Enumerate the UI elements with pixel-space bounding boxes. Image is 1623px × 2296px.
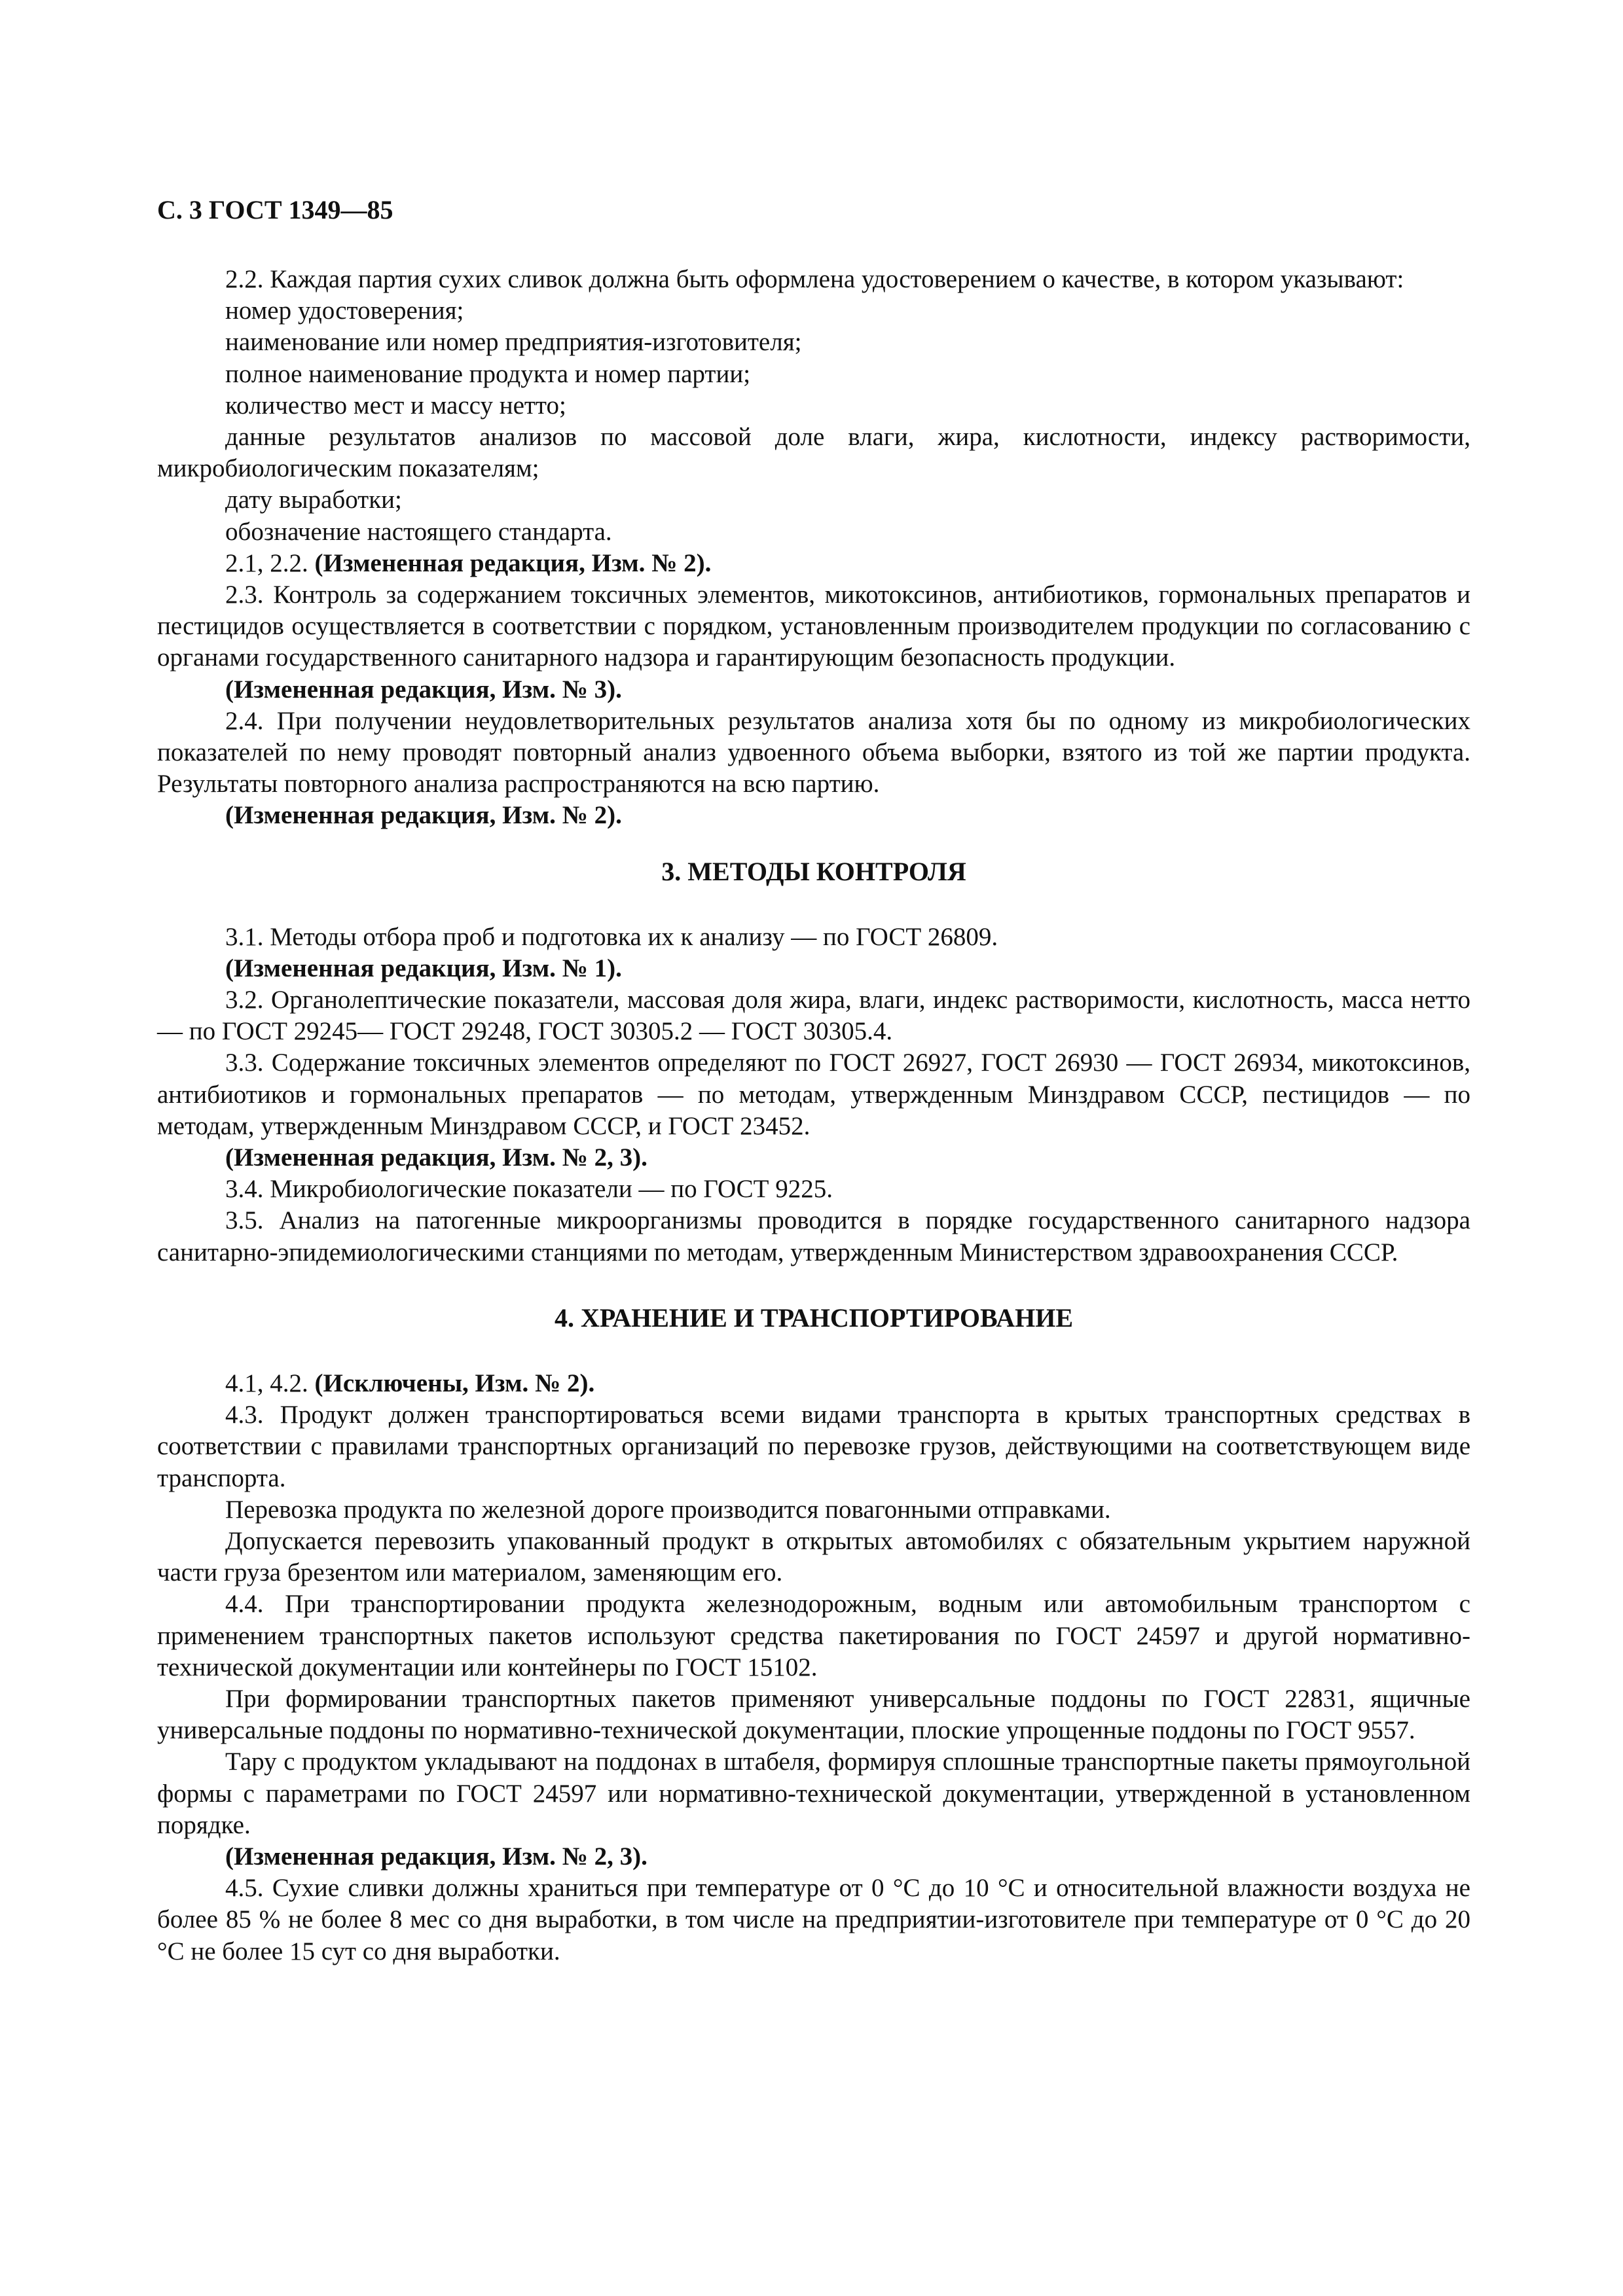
list-item: дату выработки;: [225, 486, 402, 514]
amendment-note-2-4: [157, 800, 1470, 831]
amendment-note-3-1: [157, 953, 1470, 984]
amendment-text: (Измененная редакция, Изм. № 3).: [225, 675, 622, 704]
paragraph-4-4: 4.4. При транспортировании продукта железнодорожным, водным или автомобильным транспортом с применением транспортных пакетов используют средства пакетирования по ГОСТ 24597 и другой нормативно-технической документации или контейнеры по ГОСТ 15102.: [157, 1590, 1470, 1681]
list-item: данные результатов анализов по массовой доле влаги, жира, кислотности, индексу растворимости, микробиологическим показателям;: [157, 423, 1470, 483]
paragraph-4-1: [157, 1368, 1470, 1399]
paragraph-4-3-trucks: Допускается перевозить упакованный продукт в открытых автомобилях с обязательным укрытием наружной части груза брезентом или материалом, заменяющим его.: [157, 1526, 1470, 1587]
amendment-note-4-4: [157, 1841, 1470, 1873]
paragraph-prefix: 4.1, 4.2.: [225, 1369, 315, 1397]
amendment-text: (Измененная редакция, Изм. № 2, 3).: [225, 1842, 647, 1871]
excluded-note: (Исключены, Изм. № 2).: [314, 1369, 595, 1397]
paragraph-3-2: 3.2. Органолептические показатели, массовая доля жира, влаги, индекс растворимости, кислотность, масса нетто — по ГОСТ 29245— ГОСТ 29248, ГОСТ 30305.2 — ГОСТ 30305.4.: [157, 986, 1470, 1046]
paragraph-3-1: 3.1. Методы отбора проб и подготовка их к анализу — по ГОСТ 26809.: [225, 922, 998, 951]
paragraph-2-3: 2.3. Контроль за содержанием токсичных элементов, микотоксинов, антибиотиков, гормональных препаратов и пестицидов осуществляется в соответствии с порядком, установленным производителем продукции по согласованию с органами государственного санитарного надзора и гарантирующим безопасность продукции.: [157, 581, 1470, 672]
list-item: количество мест и массу нетто;: [225, 391, 566, 420]
paragraph-2-2: 2.2. Каждая партия сухих сливок должна быть оформлена удостоверением о качестве, в котором указывают:: [225, 265, 1404, 293]
paragraph-3-5: 3.5. Анализ на патогенные микроорганизмы проводится в порядке государственного санитарного надзора санитарно-эпидемиологическими станциями по методам, утвержденным Министерством здравоохранения СССР.: [157, 1206, 1470, 1266]
section-4-heading: 4. ХРАНЕНИЕ И ТРАНСПОРТИРОВАНИЕ: [555, 1302, 1073, 1333]
amendment-text: (Измененная редакция, Изм. № 2).: [225, 801, 622, 830]
amendment-text: (Измененная редакция, Изм. № 2, 3).: [225, 1143, 647, 1172]
amendment-note-3-3: [157, 1142, 1470, 1174]
paragraph-4-3: 4.3. Продукт должен транспортироваться всеми видами транспорта в крытых транспортных средствах в соответствии с правилами транспортных организаций по перевозке грузов, действующими на соответствующем виде транспорта.: [157, 1401, 1470, 1492]
section-3-heading: 3. МЕТОДЫ КОНТРОЛЯ: [661, 856, 966, 886]
amendment-text: (Измененная редакция, Изм. № 1).: [225, 954, 622, 982]
paragraph-4-4-stacking: Тару с продуктом укладывают на поддонах в штабеля, формируя сплошные транспортные пакеты прямоугольной формы с параметрами по ГОСТ 24597 или нормативно-технической документации, утвержденной в установленном порядке.: [157, 1748, 1470, 1839]
amendment-text: (Измененная редакция, Изм. № 2).: [314, 548, 712, 577]
paragraph-3-4: 3.4. Микробиологические показатели — по ГОСТ 9225.: [225, 1175, 833, 1204]
paragraph-4-3-rail: Перевозка продукта по железной дороге производится повагонными отправками.: [225, 1495, 1111, 1524]
paragraph-4-4-pallets: При формировании транспортных пакетов применяют универсальные поддоны по ГОСТ 22831, ящичные универсальные поддоны по нормативно-технической документации, плоские упрощенные поддоны по ГОСТ 9557.: [157, 1684, 1470, 1745]
amendment-note-2-3: [157, 674, 1470, 706]
paragraph-4-5: 4.5. Сухие сливки должны храниться при температуре от 0 °С до 10 °С и относительной влажности воздуха не более 85 % не более 8 мес со дня выработки, в том числе на предприятии-изготовителе при температуре от 0 °С до 20 °С не более 15 сут со дня выработки.: [157, 1874, 1470, 1965]
amendment-note-2-1: [157, 548, 1470, 579]
amendment-prefix: 2.1, 2.2.: [225, 548, 315, 577]
paragraph-3-3: 3.3. Содержание токсичных элементов определяют по ГОСТ 26927, ГОСТ 26930 — ГОСТ 26934, микотоксинов, антибиотиков и гормональных препаратов — по методам, утвержденным Минздравом СССР, пестицидов — по методам, утвержденным Минздравом СССР, и ГОСТ 23452.: [157, 1049, 1470, 1140]
list-item: полное наименование продукта и номер партии;: [225, 359, 751, 388]
list-item: обозначение настоящего стандарта.: [225, 517, 612, 546]
list-item: наименование или номер предприятия-изготовителя;: [225, 328, 802, 357]
paragraph-2-4: 2.4. При получении неудовлетворительных результатов анализа хотя бы по одному из микробиологических показателей по нему проводят повторный анализ удвоенного объема выборки, взятого из той же партии продукта. Результаты повторного анализа распространяются на всю партию.: [157, 706, 1470, 798]
page-header: С. 3 ГОСТ 1349—85: [157, 195, 393, 224]
list-item: номер удостоверения;: [225, 296, 464, 325]
